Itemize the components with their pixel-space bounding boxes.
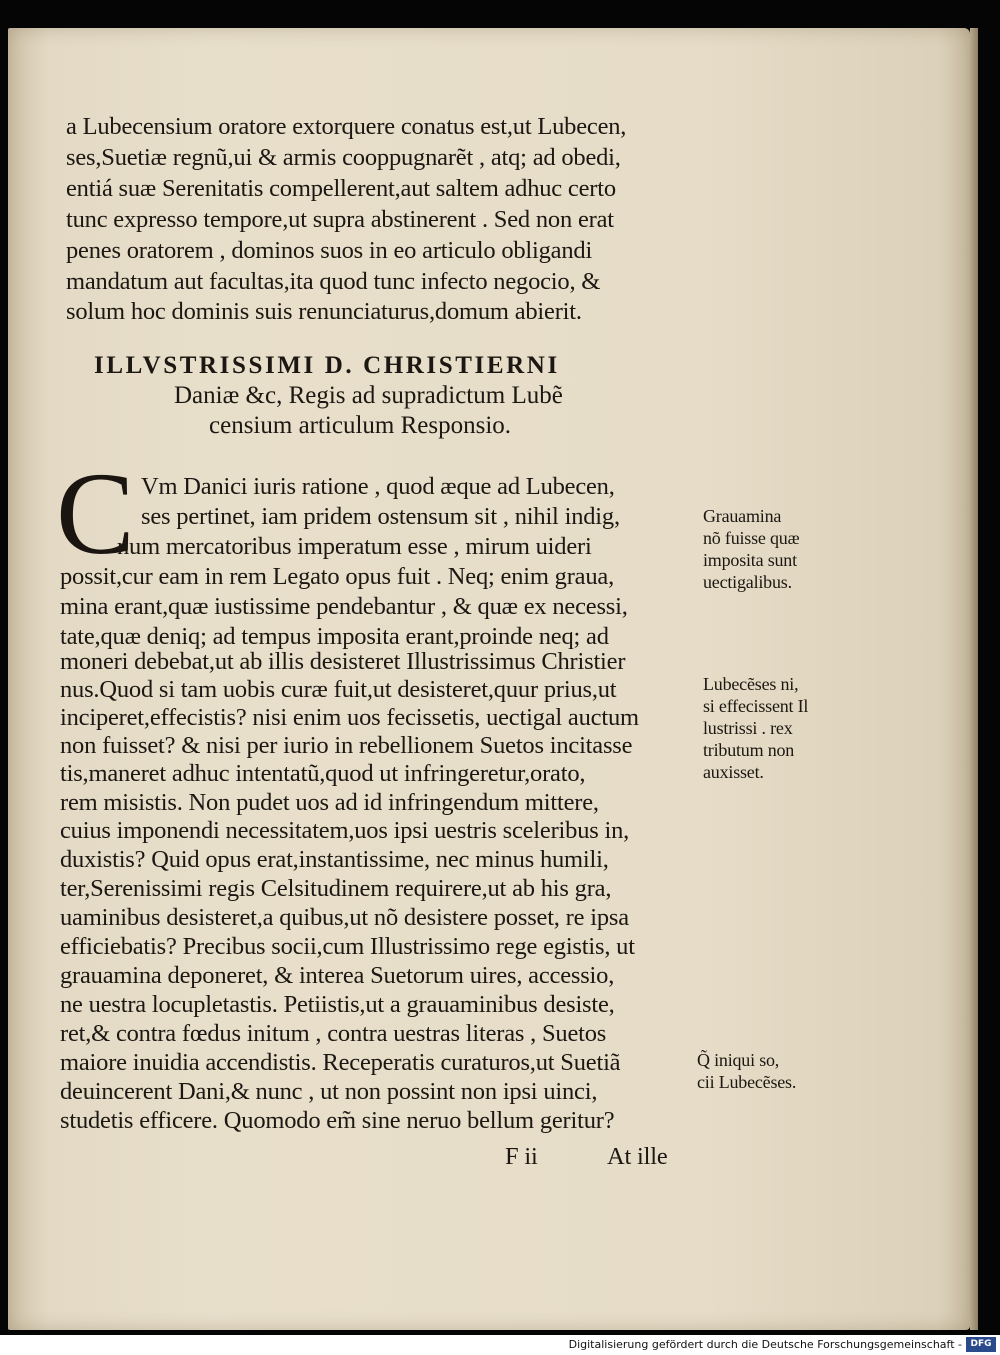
margin-note-line: imposita sunt <box>703 550 797 570</box>
margin-note-line: auxisset. <box>703 762 764 782</box>
margin-note-line: uectigalibus. <box>703 572 792 592</box>
text-line: tunc expresso tempore,ut supra abstinerent . Sed non erat <box>66 206 614 233</box>
funding-credit: Digitalisierung gefördert durch die Deutsche Forschungsgemeinschaft - <box>568 1338 962 1351</box>
text-line: efficiebatis? Precibus socii,cum Illustrissimo rege egistis, ut <box>60 933 635 960</box>
text-line: mina erant,quæ iustissime pendebantur , & quæ ex necessi, <box>60 593 628 620</box>
catchword: At ille <box>607 1143 668 1170</box>
footer-bar <box>0 1335 1000 1355</box>
dfg-logo-icon: DFG <box>966 1337 996 1352</box>
margin-note-line: si effecissent Il <box>703 696 809 716</box>
margin-note-line: Grauamina <box>703 506 782 526</box>
text-line: entiá suæ Serenitatis compellerent,aut saltem adhuc certo <box>66 175 616 202</box>
text-line: moneri debebat,ut ab illis desisteret Illustrissimus Christier <box>60 648 626 675</box>
text-line: grauamina deponeret, & interea Suetorum uires, accessio, <box>60 962 615 989</box>
text-line: cuius imponendi necessitatem,uos ipsi uestris sceleribus in, <box>60 817 630 844</box>
text-line: ter,Serenissimi regis Celsitudinem requirere,ut ab his gra, <box>60 875 612 902</box>
text-line: tis,maneret adhuc intentatũ,quod ut infringeretur,orato, <box>60 760 586 787</box>
drop-cap-initial: C <box>56 448 135 579</box>
margin-note-line: Q̃ iniqui so, <box>697 1050 780 1070</box>
text-line: ses,Suetiæ regnũ,ui & armis cooppugnarẽt , atq; ad obedi, <box>66 144 621 171</box>
text-line: penes oratorem , dominos suos in eo articulo obligandi <box>66 237 593 264</box>
text-line: uaminibus desisteret,a quibus,ut nõ desistere posset, re ipsa <box>60 904 629 931</box>
text-line: rem misistis. Non pudet uos ad id infringendum mittere, <box>60 789 599 816</box>
text-line: nus.Quod si tam uobis curæ fuit,ut desisteret,quur prius,ut <box>60 676 617 703</box>
text-line: studetis efficere. Quomodo em̃ sine neruo bellum geritur? <box>60 1107 615 1134</box>
text-line: maiore inuidia accendistis. Receperatis curaturos,ut Suetiã <box>60 1049 621 1076</box>
heading-subtitle: censium articulum Responsio. <box>209 412 512 439</box>
margin-note-line: tributum non <box>703 740 795 760</box>
text-line: ne uestra locupletastis. Petiistis,ut a grauaminibus desiste, <box>60 991 615 1018</box>
text-line: inciperet,effecistis? nisi enim uos fecissetis, uectigal auctum <box>60 704 639 731</box>
text-line: deuincerent Dani,& nunc , ut non possint non ipsi uinci, <box>60 1078 598 1105</box>
text-line: ses pertinet, iam pridem ostensum sit , nihil indig, <box>141 503 620 530</box>
text-line: possit,cur eam in rem Legato opus fuit . Neq; enim graua, <box>60 563 614 590</box>
text-line: solum hoc dominis suis renunciaturus,domum abierit. <box>66 298 582 325</box>
text-line: duxistis? Quid opus erat,instantissime, nec minus humili, <box>60 846 609 873</box>
text-line: a Lubecensium oratore extorquere conatus est,ut Lubecen, <box>66 113 627 140</box>
text-line: Vm Danici iuris ratione , quod æque ad Lubecen, <box>141 473 615 500</box>
text-line: mandatum aut facultas,ita quod tunc infecto negocio, & <box>66 268 601 295</box>
text-line: num mercatoribus imperatum esse , mirum uideri <box>117 533 592 560</box>
margin-note-line: nõ fuisse quæ <box>703 528 800 548</box>
page-edge <box>970 28 978 1330</box>
margin-note-line: cii Lubecẽses. <box>697 1072 797 1092</box>
text-line: tate,quæ deniq; ad tempus imposita erant,proinde neq; ad <box>60 623 609 650</box>
margin-note-line: Lubecẽses ni, <box>703 674 799 694</box>
text-line: ret,& contra fœdus initum , contra uestras literas , Suetos <box>60 1020 607 1047</box>
heading-title: ILLVSTRISSIMI D. CHRISTIERNI <box>94 352 560 379</box>
signature-mark: F ii <box>505 1143 538 1170</box>
text-line: non fuisset? & nisi per iurio in rebellionem Suetos incitasse <box>60 732 633 759</box>
margin-note-line: lustrissi . rex <box>703 718 793 738</box>
heading-subtitle: Daniæ &c, Regis ad supradictum Lubẽ <box>174 382 563 409</box>
